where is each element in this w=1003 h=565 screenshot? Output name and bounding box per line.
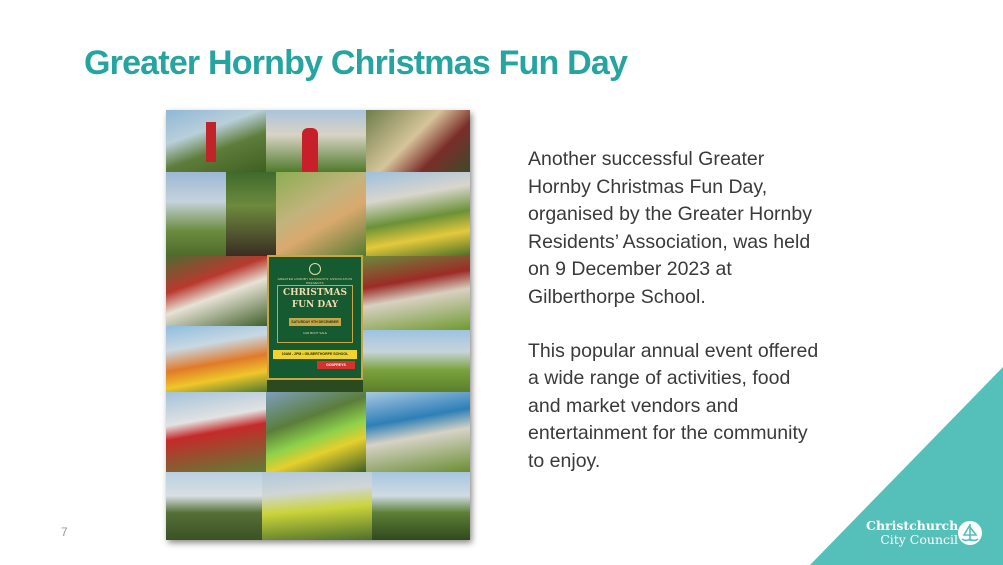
poster-title-line2: FUN DAY <box>291 300 339 310</box>
body-paragraph-2: This popular annual event offered a wide range of activities, food and market vendors and entertainment for the community to enjoy. <box>528 339 819 472</box>
council-mark-icon <box>957 520 983 546</box>
logo-line1: Christchurch <box>866 518 959 533</box>
body-paragraph-1: Another successful Greater Hornby Christmas Fun Day, organised by the Greater Hornby Residents’ Association, was held on 9 December 2023 at Gilberthorpe School. <box>528 148 812 308</box>
slide-body <box>528 146 828 476</box>
snowflake-icon <box>309 263 321 275</box>
page-number: 7 <box>61 525 68 539</box>
poster-date: SATURDAY 9TH DECEMBER <box>289 318 341 326</box>
event-poster-image <box>166 110 470 540</box>
logo-line2: City Council <box>880 532 958 547</box>
poster-title-line1: CHRISTMAS <box>283 288 347 298</box>
poster-kicker: GREATER HORNBY RESIDENTS' ASSOCIATION PRESENTS <box>277 277 353 285</box>
poster-sponsor: GODFREYS <box>317 361 355 369</box>
poster-sub: CAR BOOT SALE <box>302 331 328 335</box>
poster-card <box>267 255 363 380</box>
poster-time-venue: 10AM - 2PM • GILBERTHORPE SCHOOL <box>273 350 357 359</box>
poster-title <box>277 287 353 311</box>
slide-title: Greater Hornby Christmas Fun Day <box>84 44 628 82</box>
council-logo <box>866 518 984 548</box>
